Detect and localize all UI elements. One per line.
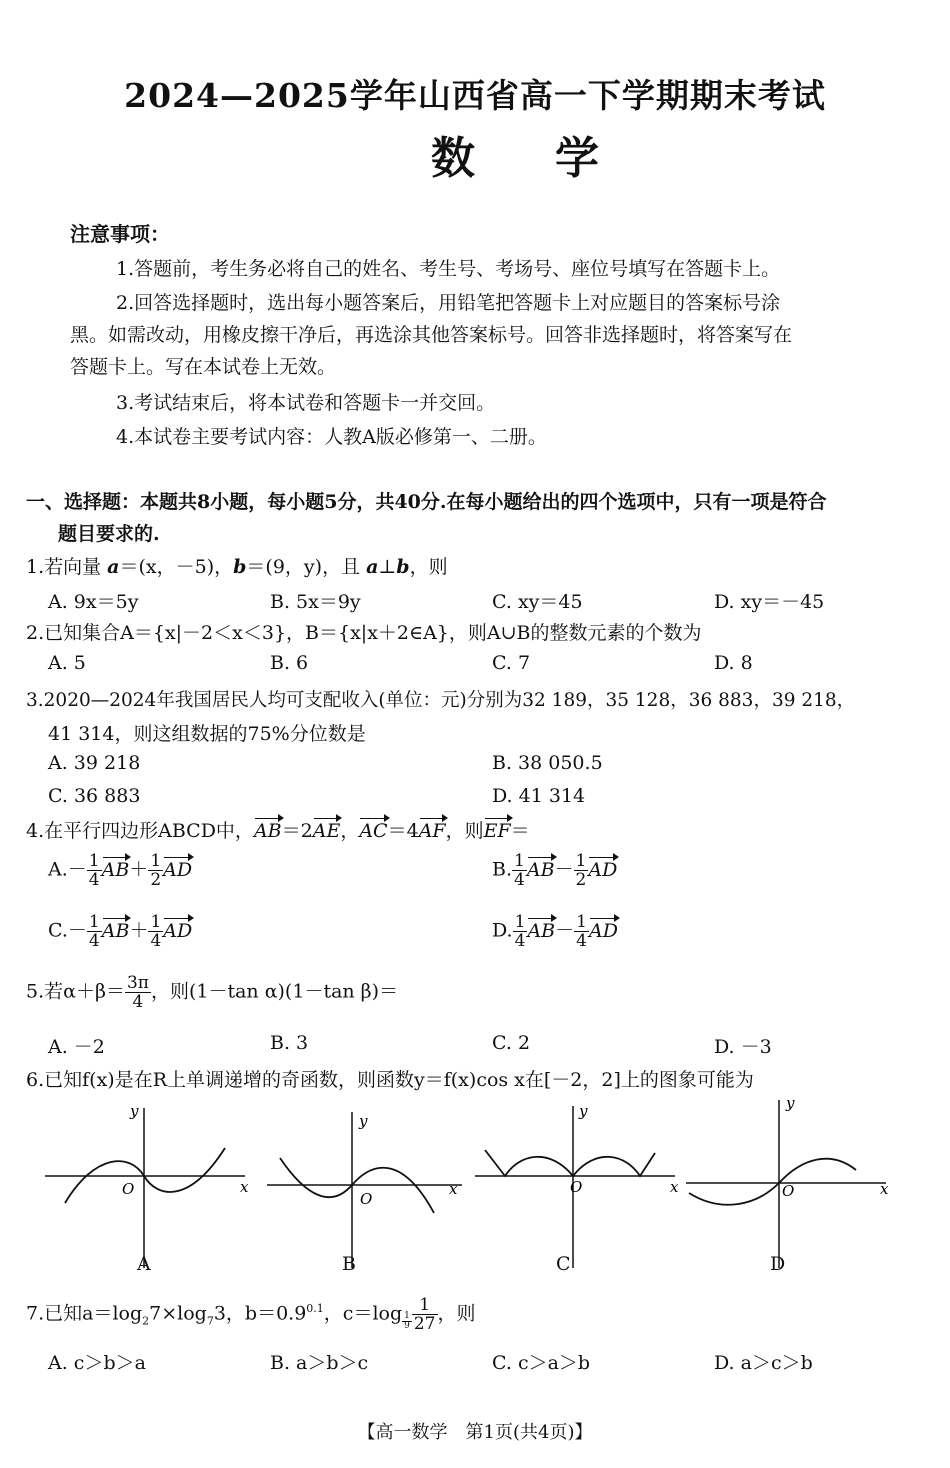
section-line-1: 一、选择题：本题共8小题，每小题5分，共40分.在每小题给出的四个选项中，只有一项是符合: [26, 491, 827, 513]
q3-option-c: C. 36 883: [48, 785, 141, 807]
q1-option-b: B. 5x＝9y: [270, 591, 361, 613]
axis-x-label: x: [670, 1178, 679, 1196]
q4-option-a: A.－ $\frac{1}{4}$ AB＋ $\frac{1}{2}$ AD: [48, 851, 193, 890]
page-footer: 【高一数学 第1页(共4页)】: [357, 1422, 593, 1443]
note-1: 1.答题前，考生务必将自己的姓名、考生号、考场号、座位号填写在答题卡上。: [116, 258, 781, 280]
note-4: 4.本试卷主要考试内容：人教A版必修第一、二册。: [116, 426, 547, 448]
subject-title: 数学: [431, 133, 679, 184]
q5-option-d: D. －3: [714, 1036, 772, 1058]
question-7-stem: 7.已知$a=\log_27\times\log_73$，$b=0.9^{0.1}$，c＝log $_{\frac{1}{9}}$ $\frac{1}{27}$ ，则: [26, 1295, 476, 1334]
axis-y-label: y: [359, 1112, 368, 1130]
question-3-stem: 3.2020—2024年我国居民人均可支配收入(单位：元)分别为32 189，35 128，36 883，39 218，: [26, 690, 856, 711]
q7-option-c: C. c＞a＞b: [492, 1352, 591, 1374]
note-2: 2.回答选择题时，选出每小题答案后，用铅笔把答题卡上对应题目的答案标号涂: [116, 292, 781, 314]
q6-graph-d: [686, 1098, 896, 1273]
q6-graph-c: [475, 1098, 685, 1273]
q7-option-d: D. a＞c＞b: [714, 1352, 813, 1374]
q2-option-c: C. 7: [492, 652, 531, 674]
question-1-stem: 1.若向量 a＝(x，－5)，b＝(9，y)，且 a⊥b，则: [26, 556, 448, 578]
note-2-cont: 黑。如需改动，用橡皮擦干净后，再选涂其他答案标号。回答非选择题时，将答案写在: [70, 324, 793, 346]
note-3: 3.考试结束后，将本试卷和答题卡一并交回。: [116, 392, 496, 414]
axis-y-label: y: [579, 1102, 588, 1120]
q6-graph-a: [40, 1098, 260, 1273]
q1-option-d: D. xy＝－45: [714, 591, 825, 613]
question-4-stem: 4.在平行四边形ABCD中，AB＝2AE，AC＝4AF，则EF＝: [26, 820, 530, 842]
origin-label: O: [570, 1178, 583, 1196]
q4-option-d: D. $\frac{1}{4}$ AB－ $\frac{1}{4}$ AD: [492, 912, 618, 951]
axis-x-label: x: [880, 1180, 889, 1198]
question-6-stem: 6.已知f(x)是在R上单调递增的奇函数，则函数y＝f(x)cos x在[－2，2]上的图象可能为: [26, 1069, 754, 1091]
section-line-2: 题目要求的.: [58, 523, 160, 545]
q3-option-a: A. 39 218: [48, 752, 141, 774]
q5-option-a: A. －2: [48, 1036, 105, 1058]
origin-label: O: [122, 1180, 135, 1198]
q6-label-b: B: [342, 1253, 356, 1275]
q6-label-a: A: [137, 1253, 151, 1275]
q2-option-d: D. 8: [714, 652, 753, 674]
q5-option-c: C. 2: [492, 1032, 531, 1054]
exam-title: 2024—2025学年山西省高一下学期期末考试: [124, 76, 826, 115]
notes-heading: 注意事项：: [70, 222, 170, 246]
q4-option-c: C.－ $\frac{1}{4}$ AB＋ $\frac{1}{4}$ AD: [48, 912, 193, 951]
q6-label-c: C: [556, 1253, 571, 1275]
q7-option-a: A. c＞b＞a: [48, 1352, 146, 1374]
question-5-stem: 5.若α＋β＝ $\frac{3\pi}{4}$ ，则(1－tan α)(1－tan β)＝: [26, 973, 399, 1012]
note-2-end: 答题卡上。写在本试卷上无效。: [70, 356, 337, 378]
q1-option-a: A. 9x＝5y: [48, 591, 139, 613]
origin-label: O: [782, 1182, 795, 1200]
origin-label: O: [360, 1190, 373, 1208]
q1-option-c: C. xy＝45: [492, 591, 583, 613]
q6-graph-b: [262, 1098, 472, 1273]
axis-y-label: y: [786, 1098, 795, 1112]
q2-option-a: A. 5: [48, 652, 86, 674]
q2-option-b: B. 6: [270, 652, 309, 674]
q5-option-b: B. 3: [270, 1032, 309, 1054]
question-3-stem-cont: 41 314，则这组数据的75%分位数是: [48, 723, 366, 745]
q3-option-b: B. 38 050.5: [492, 752, 603, 774]
q3-option-d: D. 41 314: [492, 785, 586, 807]
q4-option-b: B. $\frac{1}{4}$ AB－ $\frac{1}{2}$ AD: [492, 851, 618, 890]
section-heading: [26, 486, 936, 550]
axis-x-label: x: [240, 1178, 249, 1196]
question-2-stem: 2.已知集合A＝{x|－2＜x＜3}，B＝{x|x＋2∈A}，则A∪B的整数元素的个数为: [26, 622, 702, 644]
axis-y-label: y: [130, 1102, 139, 1120]
q7-option-b: B. a＞b＞c: [270, 1352, 369, 1374]
q6-label-d: D: [770, 1253, 786, 1275]
axis-x-label: x: [449, 1180, 458, 1198]
